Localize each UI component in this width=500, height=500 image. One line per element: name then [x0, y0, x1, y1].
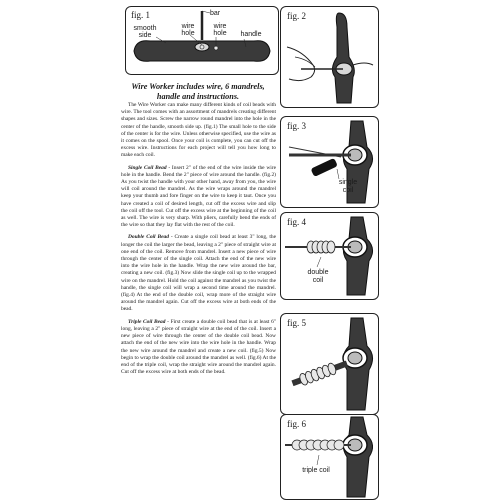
double-coil-title: Double Coil Bead — [128, 234, 169, 241]
fig2-label: fig. 2 — [287, 11, 306, 21]
fig6-panel — [280, 414, 379, 500]
package-contents-heading: Wire Worker includes wire, 6 mandrels, handle and instructions. — [131, 82, 265, 101]
fig2-panel — [280, 6, 379, 108]
fig1-box — [125, 6, 279, 75]
single-coil-paragraph — [121, 165, 276, 230]
double-coil-text: - Create a single coil bead at least 3" long, the longer the coil the larger the bead, leaving a 2" piece of straight wire at one end of the coil. Remove from mandrel. Insert a new piece of wire through the center of the single coil. Attach the end of the new wire into the wire hole in the handle. Wrap the new wire around the bar, creating a new coil. (fig.3) Now slide the single coil up to the wrapped wire on the mandrel. Hold the coil against the mandrel as you twist the handle, the single coil will wrap a second time around the mandrel. (fig.4) At the end of the double coil, wrap more of the straight wire around the mandrel again. Cut off the excess wire at both ends of the bead. — [121, 234, 276, 313]
triple-coil-callout: triple coil — [302, 467, 330, 474]
triple-coil-title: Triple Coil Bead — [128, 318, 166, 325]
instructions-text — [121, 102, 276, 381]
single-coil-text: - Insert 2" of the end of the wire inside the wire hole in the handle. Bend the 2" piece of wire around the handle. (fig.2) As you twist the handle with your other hand, away from you, the wire will coil around the mandrel. As the wire wraps around the mandrel keep your thumb and fore finger on the wire to keep it taut. Once you have created a coil of desired length, cut off the excess wire and slip the coil off the tool. Cut off the excess wire at the beginning of the coil as well. The wire is very sharp. With pliers, carefully bend the ends of the wire so that they lay flat with the rest of the coil. — [121, 164, 277, 229]
single-coil-callout: single coil — [338, 179, 358, 194]
fig4-label: fig. 4 — [287, 217, 306, 227]
bar-label: bar — [210, 10, 221, 17]
fig3-panel — [280, 116, 379, 208]
smooth-side-label: smooth side — [133, 25, 157, 39]
intro-paragraph: The Wire Worker can make many different kinds of coil beads with wire. The tool comes with an assortment of mandrels creating different shapes and sizes. Screw the narrow round mandrel into the hole in the center of the handle, smooth side up. (fig.1) The small hole to the side of the center is for the wire. Unless otherwise specified, use the wire as it comes on the spool. Once your coil is complete, you can cut off the excess wire. Instructions for each project will tell you how long to make each coil. — [121, 102, 276, 159]
single-coil-title: Single Coil Bead — [128, 164, 167, 171]
triple-coil-paragraph — [121, 319, 276, 377]
wire-hole-label-right: wire hole — [213, 23, 227, 37]
fig1-label: fig. 1 — [131, 10, 150, 20]
double-coil-callout: double coil — [307, 269, 329, 284]
fig3-label: fig. 3 — [287, 121, 306, 131]
fig6-label: fig. 6 — [287, 419, 306, 429]
handle-label: handle — [240, 31, 262, 38]
fig2-illustration — [281, 7, 378, 107]
fig5-label: fig. 5 — [287, 318, 306, 328]
fig5-illustration — [281, 314, 378, 414]
wire-hole-label-left: wire hole — [181, 23, 195, 37]
fig4-panel — [280, 212, 379, 300]
fig5-panel — [280, 313, 379, 415]
triple-coil-text: - First create a double coil bead that is at least 6" long, leaving a 2" piece of straight wire at the end of the coil. Insert a new piece of wire through the center of the double coil bead. Now attach the end of the new wire into the wire hole in the handle. Wrap the new wire around the mandrel and create a new coil. (fig.5) Now begin to wrap the double coil around the mandrel as well. (fig.6) At the end of the triple coil, wrap the straight wire around the mandrel again. Cut off the excess wire at both ends of the bead. — [121, 318, 277, 376]
double-coil-paragraph — [121, 234, 276, 313]
